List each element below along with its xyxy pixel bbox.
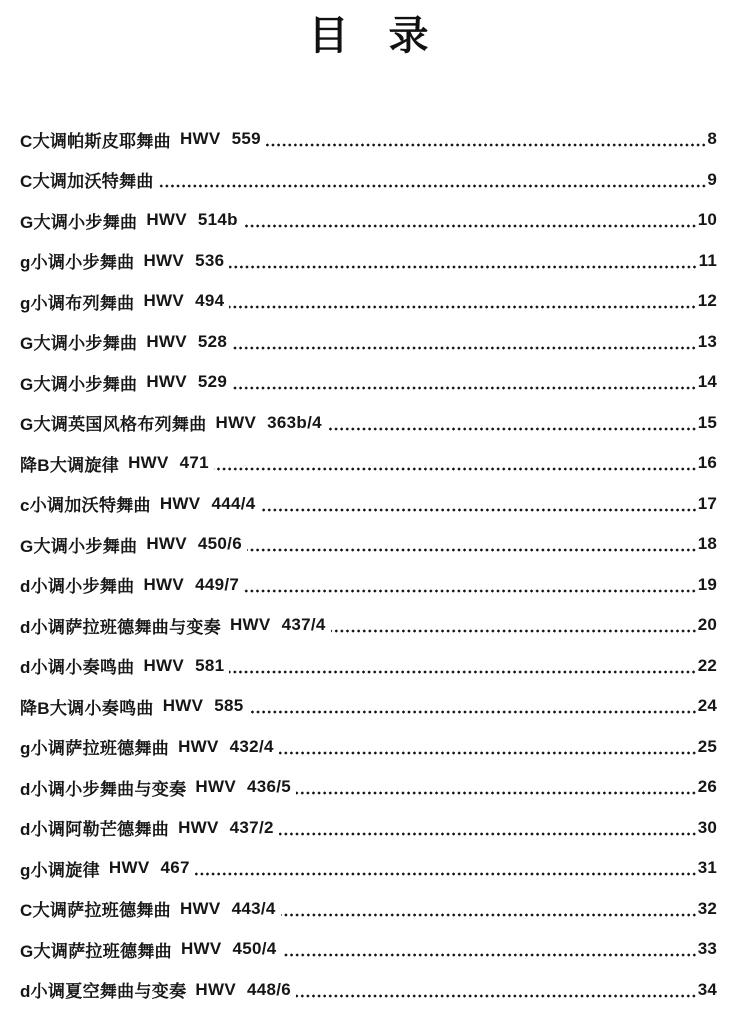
toc-entry-row bbox=[20, 241, 717, 282]
entry-page: 30 bbox=[697, 817, 717, 837]
toc-entry-row bbox=[20, 362, 717, 403]
entry-catalog: HWV 450/4 bbox=[180, 939, 277, 959]
entry-page: 22 bbox=[697, 655, 717, 675]
dot-leader bbox=[327, 427, 697, 431]
entry-catalog: HWV 559 bbox=[179, 129, 261, 149]
dot-leader bbox=[296, 994, 697, 998]
entry-page: 19 bbox=[697, 574, 717, 594]
toc-entry-row bbox=[20, 646, 717, 687]
entry-page: 8 bbox=[707, 129, 717, 149]
entry-page: 33 bbox=[697, 939, 717, 959]
entry-catalog: HWV 536 bbox=[143, 250, 225, 270]
entry-catalog: HWV 529 bbox=[146, 372, 228, 392]
entry-catalog: HWV 467 bbox=[108, 858, 190, 878]
page-title bbox=[20, 16, 717, 56]
dot-leader bbox=[244, 589, 697, 593]
entry-catalog: HWV 437/2 bbox=[178, 817, 274, 837]
toc-entry-row bbox=[20, 160, 717, 201]
dot-leader bbox=[159, 184, 707, 188]
entry-title: 降B大调小奏鸣曲 bbox=[20, 698, 154, 718]
dot-leader bbox=[229, 265, 697, 269]
entry-page: 12 bbox=[697, 291, 717, 311]
entry-title: g小调布列舞曲 bbox=[20, 293, 135, 313]
entry-catalog: HWV 448/6 bbox=[195, 979, 292, 999]
entry-title: d小调小奏鸣曲 bbox=[20, 658, 135, 678]
entry-title: g小调旋律 bbox=[20, 860, 100, 880]
toc-entry-row bbox=[20, 200, 717, 241]
entry-title: G大调小步舞曲 bbox=[20, 374, 138, 394]
entry-page: 24 bbox=[697, 696, 717, 716]
toc-entry-row bbox=[20, 605, 717, 646]
entry-title: g小调萨拉班德舞曲 bbox=[20, 739, 170, 759]
entry-title: g小调小步舞曲 bbox=[20, 253, 135, 273]
entry-title: 降B大调旋律 bbox=[20, 455, 120, 475]
dot-leader bbox=[249, 710, 697, 714]
entry-title: d小调小步舞曲与变奏 bbox=[20, 779, 187, 799]
entry-title: d小调夏空舞曲与变奏 bbox=[20, 982, 187, 1002]
entry-page: 10 bbox=[697, 210, 717, 230]
entry-title: d小调阿勒芒德舞曲 bbox=[20, 820, 170, 840]
dot-leader bbox=[296, 791, 697, 795]
toc-entry-row bbox=[20, 443, 717, 484]
toc-entry-row bbox=[20, 403, 717, 444]
dot-leader bbox=[229, 670, 696, 674]
entry-catalog: HWV 450/6 bbox=[146, 534, 242, 554]
entry-page: 32 bbox=[697, 898, 717, 918]
entry-catalog: HWV 444/4 bbox=[159, 493, 256, 513]
entry-catalog: HWV 471 bbox=[128, 453, 209, 473]
entry-catalog: HWV 363b/4 bbox=[215, 412, 322, 432]
entry-page: 16 bbox=[697, 453, 717, 473]
entry-catalog: HWV 449/7 bbox=[143, 574, 240, 594]
entry-catalog: HWV 585 bbox=[162, 696, 244, 716]
dot-leader bbox=[266, 143, 707, 147]
toc-list bbox=[20, 119, 717, 1010]
entry-catalog: HWV 436/5 bbox=[195, 777, 292, 797]
entry-page: 17 bbox=[697, 493, 717, 513]
dot-leader bbox=[282, 953, 697, 957]
entry-page: 26 bbox=[697, 777, 717, 797]
page-title-char-left: 目 bbox=[308, 14, 349, 58]
toc-entry-row bbox=[20, 686, 717, 727]
toc-entry-row bbox=[20, 889, 717, 930]
entry-title: G大调萨拉班德舞曲 bbox=[20, 941, 172, 961]
entry-title: d小调萨拉班德舞曲与变奏 bbox=[20, 617, 221, 637]
entry-page: 9 bbox=[707, 169, 717, 189]
entry-title: G大调小步舞曲 bbox=[20, 334, 138, 354]
dot-leader bbox=[279, 832, 697, 836]
entry-title: G大调英国风格布列舞曲 bbox=[20, 415, 207, 435]
entry-page: 18 bbox=[697, 534, 717, 554]
entry-catalog: HWV 432/4 bbox=[178, 736, 274, 756]
dot-leader bbox=[281, 913, 697, 917]
dot-leader bbox=[243, 224, 697, 228]
entry-title: C大调帕斯皮耶舞曲 bbox=[20, 131, 171, 151]
toc-entry-row bbox=[20, 929, 717, 970]
entry-title: C大调加沃特舞曲 bbox=[20, 172, 154, 192]
entry-catalog: HWV 514b bbox=[146, 210, 238, 230]
page-title-char-right: 录 bbox=[388, 14, 429, 58]
entry-title: C大调萨拉班德舞曲 bbox=[20, 901, 171, 921]
toc-entry-row bbox=[20, 484, 717, 525]
entry-page: 25 bbox=[697, 736, 717, 756]
entry-page: 13 bbox=[697, 331, 717, 351]
entry-catalog: HWV 437/4 bbox=[229, 615, 326, 635]
dot-leader bbox=[229, 305, 696, 309]
entry-page: 31 bbox=[697, 858, 717, 878]
dot-leader bbox=[247, 548, 697, 552]
dot-leader bbox=[195, 872, 697, 876]
entry-page: 34 bbox=[697, 979, 717, 999]
entry-page: 20 bbox=[697, 615, 717, 635]
toc-entry-row bbox=[20, 119, 717, 160]
dot-leader bbox=[214, 467, 697, 471]
toc-entry-row bbox=[20, 970, 717, 1011]
dot-leader bbox=[331, 629, 697, 633]
toc-entry-row bbox=[20, 848, 717, 889]
dot-leader bbox=[232, 346, 697, 350]
toc-entry-row bbox=[20, 727, 717, 768]
toc-entry-row bbox=[20, 808, 717, 849]
entry-catalog: HWV 443/4 bbox=[179, 898, 276, 918]
entry-catalog: HWV 528 bbox=[146, 331, 228, 351]
toc-entry-row bbox=[20, 322, 717, 363]
toc-entry-row bbox=[20, 565, 717, 606]
entry-catalog: HWV 494 bbox=[143, 291, 225, 311]
entry-title: G大调小步舞曲 bbox=[20, 536, 138, 556]
entry-title: G大调小步舞曲 bbox=[20, 212, 138, 232]
entry-title: c小调加沃特舞曲 bbox=[20, 496, 151, 516]
dot-leader bbox=[232, 386, 697, 390]
toc-entry-row bbox=[20, 281, 717, 322]
dot-leader bbox=[261, 508, 697, 512]
toc-entry-row bbox=[20, 524, 717, 565]
entry-catalog: HWV 581 bbox=[143, 655, 225, 675]
entry-page: 11 bbox=[698, 250, 717, 270]
toc-entry-row bbox=[20, 767, 717, 808]
entry-title: d小调小步舞曲 bbox=[20, 577, 135, 597]
entry-page: 15 bbox=[697, 412, 717, 432]
dot-leader bbox=[279, 751, 697, 755]
entry-page: 14 bbox=[697, 372, 717, 392]
